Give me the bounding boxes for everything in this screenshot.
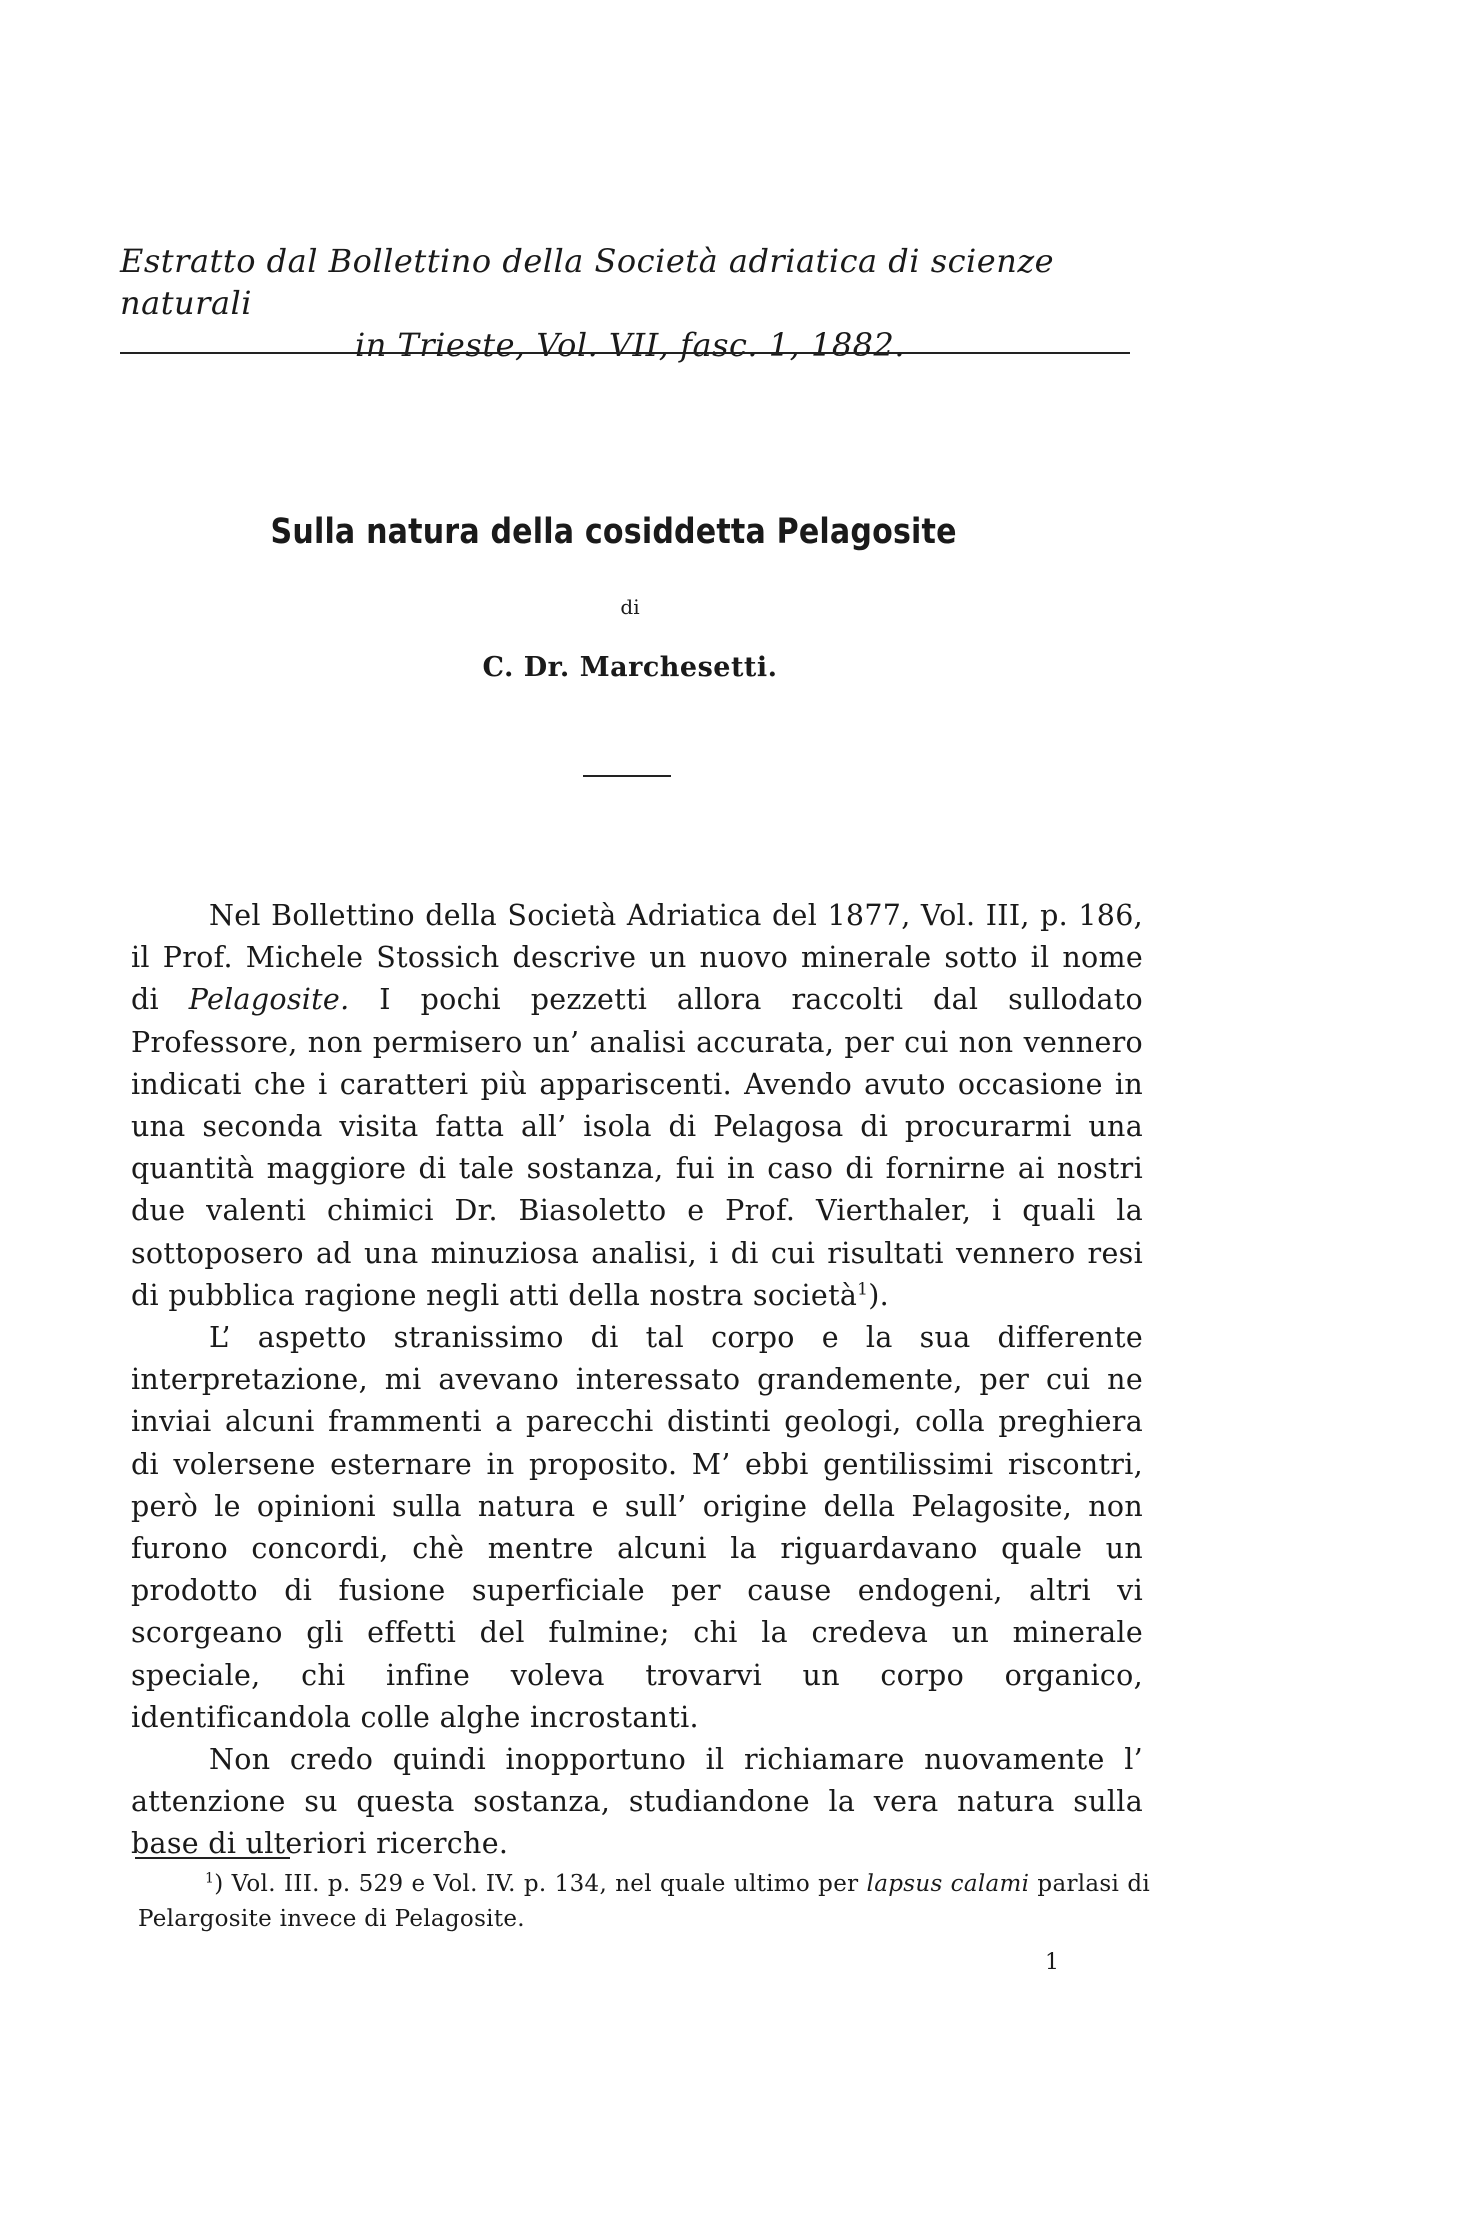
paragraph-1-text-a: Nel Bollettino della Società Adriatica del 1877, Vol. III, p. 186, il Prof. Michele Stossich descrive un nuovo minerale sotto il nome di <box>131 899 1143 1017</box>
footnote-reference: 1 <box>857 1279 869 1300</box>
paragraph-1-text-b: I pochi pezzetti allora raccolti dal sullodato Professore, non permisero un’ analisi accurata, per cui non vennero indicati che i caratteri più appariscenti. Avendo avuto occasione in una seconda visita fatta all’ isola di Pelagosa di procurarmi una quantità maggiore di tale sostanza, fui in caso di fornirne ai nostri due valenti chimici Dr. Biasoletto e Prof. Vierthaler, i quali la sottoposero ad una minuziosa analisi, i di cui risultati vennero resi di pubblica ragione negli atti della nostra società <box>131 983 1143 1312</box>
footnote-rule <box>135 1857 290 1859</box>
footnote <box>138 1867 1150 1937</box>
offprint-header <box>120 240 1130 366</box>
paragraph-2: L’ aspetto stranissimo di tal corpo e la sua differente interpretazione, mi avevano interessato grandemente, per cui ne inviai alcuni frammenti a parecchi distinti geologi, colla preghiera di volersene esternare in proposito. M’ ebbi gentilissimi riscontri, però le opinioni sulla natura e sull’ origine della Pelagosite, non furono concordi, chè mentre alcuni la riguardavano quale un prodotto di fusione superficiale per cause endogeni, altri vi scorgeano gli effetti del fulmine; chi la credeva un minerale speciale, chi infine voleva trovarvi un corpo organico, identificandola colle alghe incrostanti. <box>131 1321 1143 1734</box>
title-separator-rule <box>583 775 671 777</box>
paragraph-1 <box>131 895 1143 1317</box>
offprint-header-line2: in Trieste, Vol. VII, fasc. 1, 1882. <box>355 326 906 364</box>
article-body <box>131 895 1143 1866</box>
footnote-text-a: ) Vol. III. p. 529 e Vol. IV. p. 134, nel quale ultimo per <box>214 1871 867 1897</box>
paragraph-3: Non credo quindi inopportuno il richiamare nuovamente l’ attenzione su questa sostanza, studiandone la vera natura sulla base di ulteriori ricerche. <box>131 1743 1143 1861</box>
offprint-header-line1: Estratto dal Bollettino della Società adriatica di scienze naturali <box>120 242 1055 322</box>
article-title: Sulla natura della cosiddetta Pelagosite <box>270 512 957 552</box>
footnote-text-b: parlasi di Pelargosite invece di Pelagosite. <box>138 1871 1150 1932</box>
paragraph-1-emphasis: Pelagosite. <box>188 983 350 1017</box>
byline-di: di <box>620 595 640 619</box>
paragraph-1-end: ). <box>868 1278 890 1312</box>
footnote-mark: 1 <box>205 1870 215 1887</box>
author-name: C. Dr. Marchesetti. <box>482 652 778 683</box>
header-rule <box>120 352 1130 354</box>
page-number: 1 <box>1045 1950 1059 1975</box>
footnote-emphasis: lapsus calami <box>866 1871 1030 1897</box>
